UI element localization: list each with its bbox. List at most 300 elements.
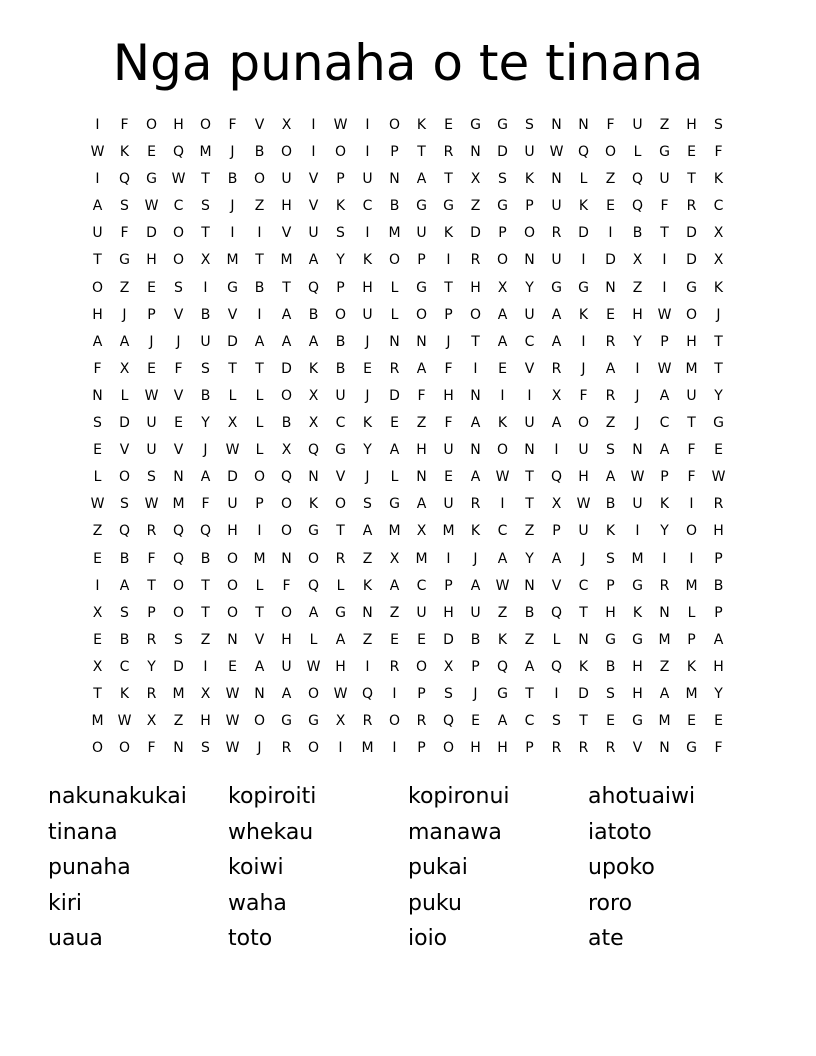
grid-letter: A bbox=[497, 550, 508, 567]
grid-letter: I bbox=[95, 577, 100, 594]
grid-letter: N bbox=[389, 171, 400, 188]
grid-letter: Y bbox=[201, 415, 210, 432]
grid-letter: T bbox=[147, 577, 156, 594]
grid-letter: I bbox=[554, 442, 559, 459]
grid-letter: T bbox=[579, 713, 588, 730]
grid-letter: A bbox=[551, 415, 562, 432]
grid-letter: U bbox=[578, 442, 589, 459]
grid-letter: H bbox=[173, 117, 184, 133]
grid-letter: R bbox=[335, 550, 346, 567]
grid-letter: M bbox=[253, 550, 266, 567]
grid-letter: R bbox=[146, 685, 157, 702]
grid-letter: X bbox=[713, 252, 724, 269]
grid-letter: I bbox=[257, 523, 262, 540]
grid-letter: U bbox=[146, 415, 157, 432]
grid-letter: N bbox=[470, 387, 481, 404]
grid-letter: I bbox=[689, 496, 694, 513]
word-list-item: ioio bbox=[408, 926, 448, 951]
grid-letter: N bbox=[362, 604, 373, 621]
grid-letter: O bbox=[280, 387, 293, 404]
grid-letter: M bbox=[658, 631, 671, 648]
grid-letter: X bbox=[551, 496, 562, 513]
grid-letter: N bbox=[632, 442, 643, 459]
grid-letter: I bbox=[635, 360, 640, 377]
grid-letter: G bbox=[335, 442, 346, 459]
grid-letter: I bbox=[365, 225, 370, 242]
grid-letter: M bbox=[415, 550, 428, 567]
grid-letter: A bbox=[497, 713, 508, 730]
grid-letter: D bbox=[686, 252, 697, 269]
grid-letter: V bbox=[173, 387, 184, 404]
grid-letter: F bbox=[120, 117, 129, 133]
grid-letter: I bbox=[311, 144, 316, 161]
grid-letter: A bbox=[92, 198, 103, 215]
grid-letter: O bbox=[118, 469, 131, 486]
grid-letter: Q bbox=[172, 523, 185, 540]
grid-letter: F bbox=[687, 442, 696, 459]
grid-letter: B bbox=[254, 279, 265, 296]
grid-letter: V bbox=[308, 198, 319, 215]
word-list-item: kiri bbox=[48, 890, 83, 916]
grid-letter: Q bbox=[172, 550, 185, 567]
grid-letter: J bbox=[365, 387, 370, 404]
grid-letter: I bbox=[581, 252, 586, 269]
grid-letter: Y bbox=[336, 252, 345, 269]
grid-letter: S bbox=[606, 550, 615, 567]
grid-letter: K bbox=[362, 252, 373, 269]
grid-letter: N bbox=[308, 469, 319, 486]
word-list-item: waha bbox=[228, 890, 287, 916]
grid-letter: S bbox=[120, 496, 129, 513]
grid-letter: M bbox=[172, 496, 185, 513]
grid-letter: Z bbox=[524, 523, 535, 540]
grid-letter: B bbox=[119, 550, 130, 567]
grid-letter: A bbox=[497, 333, 508, 350]
grid-letter: U bbox=[200, 333, 211, 350]
grid-letter: Z bbox=[605, 171, 616, 188]
grid-letter: Q bbox=[307, 442, 320, 459]
grid-letter: B bbox=[524, 604, 535, 621]
grid-letter: Z bbox=[659, 658, 670, 675]
grid-letter: L bbox=[255, 415, 264, 432]
grid-letter: U bbox=[443, 496, 454, 513]
grid-letter: E bbox=[606, 198, 615, 215]
grid-letter: Q bbox=[550, 658, 563, 675]
grid-letter: O bbox=[307, 740, 320, 757]
grid-letter: D bbox=[470, 225, 481, 242]
grid-letter: D bbox=[578, 685, 589, 702]
grid-letter: T bbox=[660, 225, 669, 242]
grid-letter: M bbox=[361, 740, 374, 757]
grid-letter: C bbox=[119, 658, 130, 675]
grid-letter: R bbox=[146, 631, 157, 648]
grid-letter: A bbox=[524, 658, 535, 675]
grid-letter: B bbox=[335, 360, 346, 377]
grid-letter: A bbox=[308, 333, 319, 350]
grid-letter: L bbox=[390, 279, 399, 296]
word-list bbox=[48, 779, 788, 957]
grid-letter: U bbox=[146, 442, 157, 459]
grid-letter: H bbox=[281, 631, 292, 648]
page-title: Nga punaha o te tinana bbox=[112, 34, 704, 92]
grid-letter: S bbox=[336, 225, 345, 242]
grid-letter: D bbox=[389, 387, 400, 404]
grid-letter: H bbox=[470, 279, 481, 296]
grid-letter: N bbox=[173, 740, 184, 757]
grid-letter: P bbox=[525, 198, 534, 215]
grid-letter: O bbox=[334, 496, 347, 513]
grid-letter: O bbox=[280, 523, 293, 540]
grid-letter: W bbox=[144, 387, 159, 404]
grid-letter: L bbox=[255, 442, 264, 459]
grid-letter: H bbox=[686, 333, 697, 350]
grid-letter: A bbox=[713, 631, 724, 648]
grid-letter: S bbox=[525, 117, 534, 133]
grid-letter: U bbox=[92, 225, 103, 242]
grid-letter: A bbox=[659, 685, 670, 702]
grid-letter: L bbox=[390, 306, 399, 323]
grid-letter: A bbox=[281, 333, 292, 350]
grid-letter: K bbox=[713, 171, 724, 188]
grid-letter: G bbox=[227, 279, 238, 296]
grid-letter: S bbox=[147, 469, 156, 486]
word-list-item: nakunakukai bbox=[48, 784, 187, 809]
grid-letter: R bbox=[605, 740, 616, 757]
grid-letter: P bbox=[552, 523, 561, 540]
grid-letter: T bbox=[525, 685, 534, 702]
grid-letter: A bbox=[416, 496, 427, 513]
grid-letter: O bbox=[496, 252, 509, 269]
grid-letter: T bbox=[255, 604, 264, 621]
grid-letter: O bbox=[334, 306, 347, 323]
grid-letter: V bbox=[227, 306, 238, 323]
grid-letter: U bbox=[362, 306, 373, 323]
grid-letter: I bbox=[392, 685, 397, 702]
grid-letter: G bbox=[308, 523, 319, 540]
grid-letter: J bbox=[473, 685, 478, 702]
grid-letter: A bbox=[389, 577, 400, 594]
grid-letter: U bbox=[416, 604, 427, 621]
grid-letter: L bbox=[579, 171, 588, 188]
grid-letter: E bbox=[471, 713, 480, 730]
grid-letter: A bbox=[470, 415, 481, 432]
grid-letter: X bbox=[632, 252, 643, 269]
grid-letter: L bbox=[309, 631, 318, 648]
grid-letter: O bbox=[91, 279, 104, 296]
grid-letter: S bbox=[363, 496, 372, 513]
grid-letter: F bbox=[228, 117, 237, 133]
grid-letter: O bbox=[226, 577, 239, 594]
grid-letter: E bbox=[147, 144, 156, 161]
grid-letter: Q bbox=[496, 658, 509, 675]
grid-letter: T bbox=[714, 360, 723, 377]
grid-letter: E bbox=[606, 713, 615, 730]
grid-letter: W bbox=[333, 117, 348, 133]
grid-letter: M bbox=[226, 252, 239, 269]
grid-letter: M bbox=[172, 685, 185, 702]
grid-letter: T bbox=[201, 577, 210, 594]
grid-letter: O bbox=[415, 658, 428, 675]
grid-letter: M bbox=[685, 360, 698, 377]
grid-letter: T bbox=[201, 225, 210, 242]
grid-letter: N bbox=[551, 171, 562, 188]
grid-letter: Y bbox=[363, 442, 372, 459]
grid-letter: X bbox=[281, 117, 292, 133]
grid-letter: R bbox=[659, 577, 670, 594]
grid-letter: I bbox=[365, 658, 370, 675]
grid-letter: I bbox=[338, 740, 343, 757]
grid-letter: A bbox=[551, 333, 562, 350]
grid-letter: A bbox=[254, 658, 265, 675]
grid-letter: G bbox=[632, 577, 643, 594]
grid-letter: J bbox=[149, 333, 154, 350]
grid-letter: H bbox=[443, 604, 454, 621]
grid-letter: W bbox=[117, 713, 132, 730]
grid-letter: E bbox=[714, 713, 723, 730]
grid-letter: I bbox=[446, 252, 451, 269]
grid-letter: C bbox=[713, 198, 724, 215]
grid-letter: N bbox=[173, 469, 184, 486]
grid-letter: G bbox=[416, 279, 427, 296]
grid-letter: H bbox=[713, 658, 724, 675]
grid-letter: G bbox=[416, 198, 427, 215]
grid-letter: U bbox=[659, 171, 670, 188]
grid-letter: O bbox=[172, 577, 185, 594]
grid-letter: A bbox=[659, 442, 670, 459]
grid-letter: K bbox=[659, 496, 670, 513]
grid-letter: R bbox=[605, 387, 616, 404]
grid-letter: I bbox=[95, 117, 100, 133]
grid-letter: J bbox=[176, 333, 181, 350]
grid-letter: K bbox=[308, 496, 319, 513]
grid-letter: A bbox=[335, 631, 346, 648]
grid-letter: A bbox=[200, 469, 211, 486]
grid-letter: P bbox=[660, 469, 669, 486]
grid-letter: L bbox=[255, 577, 264, 594]
grid-letter: O bbox=[388, 713, 401, 730]
grid-letter: L bbox=[336, 577, 345, 594]
grid-letter: X bbox=[470, 171, 481, 188]
grid-letter: W bbox=[144, 496, 159, 513]
grid-letter: V bbox=[632, 740, 643, 757]
grid-letter: P bbox=[444, 577, 453, 594]
grid-letter: I bbox=[689, 550, 694, 567]
word-list-item: upoko bbox=[588, 855, 655, 880]
grid-letter: N bbox=[227, 631, 238, 648]
grid-letter: X bbox=[389, 550, 400, 567]
grid-letter: G bbox=[605, 631, 616, 648]
word-list-item: tinana bbox=[48, 819, 118, 845]
grid-letter: W bbox=[549, 144, 564, 161]
grid-letter: V bbox=[119, 442, 130, 459]
grid-letter: U bbox=[281, 658, 292, 675]
grid-letter: B bbox=[200, 387, 211, 404]
grid-letter: W bbox=[576, 496, 591, 513]
grid-letter: G bbox=[497, 198, 508, 215]
grid-letter: F bbox=[687, 469, 696, 486]
grid-letter: B bbox=[200, 550, 211, 567]
grid-letter: Q bbox=[631, 171, 644, 188]
grid-letter: C bbox=[362, 198, 373, 215]
grid-letter: F bbox=[93, 360, 102, 377]
grid-letter: K bbox=[632, 604, 643, 621]
grid-letter: E bbox=[363, 360, 372, 377]
grid-letter: T bbox=[525, 469, 534, 486]
grid-letter: A bbox=[308, 604, 319, 621]
grid-letter: J bbox=[635, 415, 640, 432]
grid-letter: P bbox=[147, 604, 156, 621]
grid-letter: J bbox=[581, 360, 586, 377]
grid-letter: S bbox=[606, 685, 615, 702]
grid-letter: W bbox=[225, 685, 240, 702]
grid-letter: H bbox=[713, 523, 724, 540]
grid-letter: E bbox=[606, 306, 615, 323]
grid-letter: Y bbox=[147, 658, 156, 675]
grid-letter: F bbox=[147, 550, 156, 567]
grid-letter: N bbox=[659, 740, 670, 757]
grid-letter: S bbox=[498, 171, 507, 188]
grid-letter: E bbox=[174, 415, 183, 432]
grid-letter: O bbox=[388, 252, 401, 269]
grid-letter: S bbox=[120, 604, 129, 621]
grid-letter: Z bbox=[119, 279, 130, 296]
grid-letter: U bbox=[524, 306, 535, 323]
grid-letter: N bbox=[578, 117, 589, 133]
grid-letter: T bbox=[444, 279, 453, 296]
grid-letter: I bbox=[500, 496, 505, 513]
grid-letter: B bbox=[227, 171, 238, 188]
grid-letter: D bbox=[281, 360, 292, 377]
grid-letter: G bbox=[713, 415, 724, 432]
grid-letter: B bbox=[389, 198, 400, 215]
grid-letter: P bbox=[498, 225, 507, 242]
grid-letter: O bbox=[172, 252, 185, 269]
grid-letter: K bbox=[497, 415, 508, 432]
grid-letter: B bbox=[605, 658, 616, 675]
grid-letter: S bbox=[93, 415, 102, 432]
grid-letter: J bbox=[635, 387, 640, 404]
grid-letter: M bbox=[388, 225, 401, 242]
grid-letter: R bbox=[470, 252, 481, 269]
grid-letter: P bbox=[714, 604, 723, 621]
grid-letter: O bbox=[415, 306, 428, 323]
grid-letter: B bbox=[119, 631, 130, 648]
grid-letter: N bbox=[470, 442, 481, 459]
word-list-item: toto bbox=[228, 926, 273, 951]
grid-letter: X bbox=[92, 658, 103, 675]
grid-letter: H bbox=[470, 740, 481, 757]
grid-letter: X bbox=[335, 713, 346, 730]
grid-letter: P bbox=[687, 631, 696, 648]
grid-letter: P bbox=[336, 279, 345, 296]
grid-letter: X bbox=[200, 252, 211, 269]
grid-letter: S bbox=[174, 279, 183, 296]
grid-letter: Q bbox=[442, 713, 455, 730]
grid-letter: O bbox=[307, 550, 320, 567]
grid-letter: E bbox=[714, 442, 723, 459]
grid-letter: O bbox=[307, 685, 320, 702]
grid-letter: P bbox=[255, 496, 264, 513]
word-list-item: koiwi bbox=[228, 855, 284, 880]
grid-letter: E bbox=[228, 658, 237, 675]
grid-letter: O bbox=[226, 550, 239, 567]
grid-letter: U bbox=[551, 198, 562, 215]
grid-letter: N bbox=[551, 117, 562, 133]
grid-letter: A bbox=[551, 550, 562, 567]
grid-letter: G bbox=[686, 740, 697, 757]
grid-letter: G bbox=[443, 198, 454, 215]
grid-letter: B bbox=[632, 225, 643, 242]
grid-letter: U bbox=[335, 387, 346, 404]
grid-letter: F bbox=[714, 144, 723, 161]
grid-letter: G bbox=[146, 171, 157, 188]
grid-letter: T bbox=[282, 279, 291, 296]
grid-letter: G bbox=[119, 252, 130, 269]
grid-letter: E bbox=[687, 713, 696, 730]
grid-letter: H bbox=[362, 279, 373, 296]
grid-letter: D bbox=[497, 144, 508, 161]
grid-letter: K bbox=[497, 631, 508, 648]
grid-letter: A bbox=[308, 252, 319, 269]
grid-letter: S bbox=[444, 685, 453, 702]
grid-letter: H bbox=[146, 252, 157, 269]
grid-letter: S bbox=[606, 442, 615, 459]
word-list-item: punaha bbox=[48, 855, 131, 880]
grid-letter: O bbox=[253, 469, 266, 486]
grid-letter: F bbox=[174, 360, 183, 377]
grid-letter: E bbox=[390, 631, 399, 648]
word-list-item: puku bbox=[408, 890, 462, 916]
grid-letter: J bbox=[230, 198, 235, 215]
grid-letter: A bbox=[470, 577, 481, 594]
grid-letter: H bbox=[632, 685, 643, 702]
grid-letter: H bbox=[416, 442, 427, 459]
grid-letter: E bbox=[93, 631, 102, 648]
grid-letter: V bbox=[173, 442, 184, 459]
grid-letter: Q bbox=[118, 523, 131, 540]
grid-letter: W bbox=[630, 469, 645, 486]
grid-letter: F bbox=[417, 387, 426, 404]
grid-letter: I bbox=[203, 279, 208, 296]
grid-letter: A bbox=[416, 171, 427, 188]
word-list-item: roro bbox=[588, 890, 633, 916]
grid-letter: T bbox=[201, 171, 210, 188]
grid-letter: Z bbox=[524, 631, 535, 648]
grid-letter: G bbox=[632, 631, 643, 648]
grid-letter: H bbox=[632, 658, 643, 675]
grid-letter: D bbox=[686, 225, 697, 242]
grid-letter: J bbox=[716, 306, 721, 323]
grid-letter: U bbox=[632, 117, 643, 133]
grid-letter: E bbox=[147, 279, 156, 296]
grid-letter: L bbox=[390, 469, 399, 486]
grid-letter: A bbox=[551, 306, 562, 323]
grid-letter: I bbox=[554, 685, 559, 702]
grid-letter: N bbox=[578, 631, 589, 648]
grid-letter: E bbox=[444, 469, 453, 486]
grid-letter: R bbox=[281, 740, 292, 757]
grid-letter: R bbox=[389, 658, 400, 675]
grid-letter: Y bbox=[525, 279, 534, 296]
grid-letter: D bbox=[578, 225, 589, 242]
grid-letter: G bbox=[497, 117, 508, 133]
grid-letter: I bbox=[500, 387, 505, 404]
grid-letter: T bbox=[201, 604, 210, 621]
grid-letter: A bbox=[362, 523, 373, 540]
grid-letter: G bbox=[578, 279, 589, 296]
grid-letter: X bbox=[227, 415, 238, 432]
grid-letter: U bbox=[632, 496, 643, 513]
